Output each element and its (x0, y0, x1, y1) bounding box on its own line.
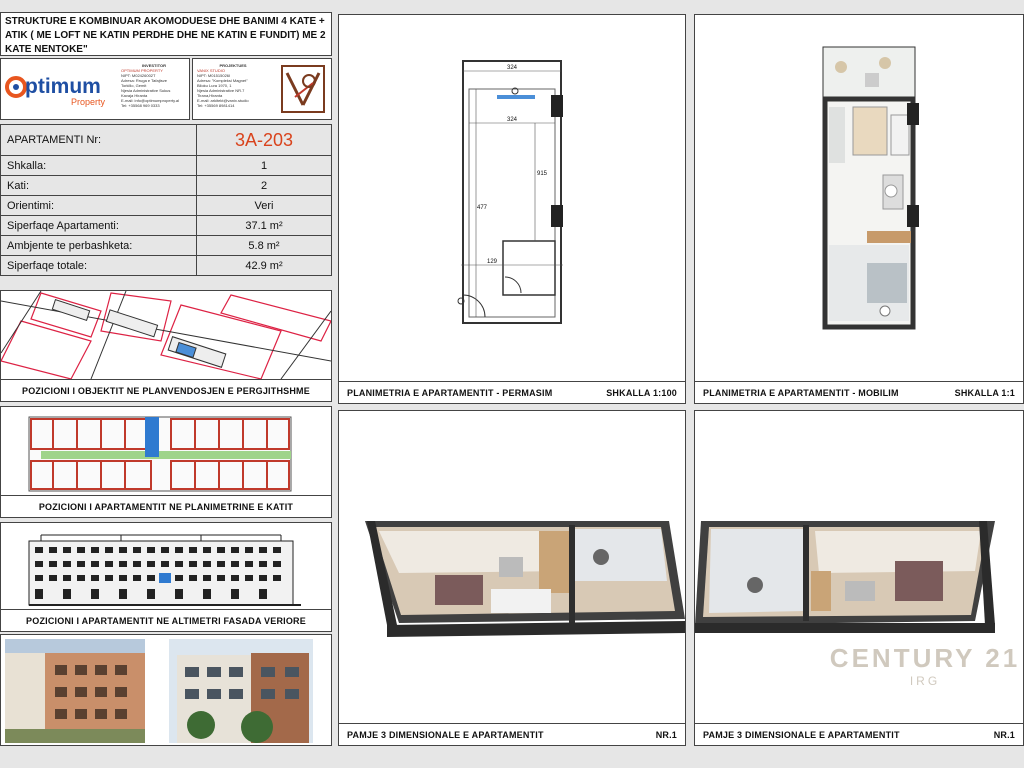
logo-box (0, 58, 190, 120)
view-3d-panel-2 (694, 410, 1024, 746)
floor-plan-drawing (1, 407, 331, 495)
designer-line: VANIX STUDIO (197, 68, 225, 73)
watermark-brand: CENTURY 21 (829, 643, 1021, 673)
dimension-plan-title: PLANIMETRIA E APARTAMENTIT - PERMASIM (347, 387, 553, 398)
photo-panel (0, 634, 332, 746)
optimum-sub: Property (71, 97, 106, 107)
row-value: 5.8 m² (197, 236, 332, 256)
building-photos (1, 635, 331, 745)
apartment-info-table (0, 124, 332, 276)
project-title-box (0, 12, 332, 56)
row-value: 2 (197, 176, 332, 196)
optimum-logo (5, 73, 115, 113)
row-label: Siperfaqe Apartamenti: (1, 216, 197, 236)
designer-line: Tel: +35569 8981414 (197, 103, 235, 108)
investor-line: OPTIMUM PROPERTY (121, 68, 163, 73)
va-emblem-icon (283, 67, 323, 111)
apartment-number-label: APARTAMENTI Nr: (1, 125, 197, 156)
view-3d-1-title: PAMJE 3 DIMENSIONALE E APARTAMENTIT (347, 729, 544, 740)
project-title: STRUKTURE E KOMBINUAR AKOMODUESE DHE BANIMI 4 KATE + ATIK ( ME LOFT NE KATIN PERDHE DHE NE KATIN E FUNDIT) ME 2 KATE NENTOKE" (5, 16, 326, 55)
furnished-plan-title: PLANIMETRIA E APARTAMENTIT - MOBILIM (703, 387, 899, 398)
row-value: 1 (197, 156, 332, 176)
table-row (1, 236, 332, 256)
designer-line: Adresa: "Kompleksi Magnet" (197, 78, 248, 83)
watermark-sub: IRG (909, 674, 941, 688)
facade-caption: POZICIONI I APARTAMENTIT NE ALTIMETRI FASADA VERIORE (1, 609, 331, 631)
dim-top-2: 324 (507, 117, 518, 123)
investor-line: Torkillo, Gemit (121, 83, 147, 88)
row-label: Ambjente te perbashketa: (1, 236, 197, 256)
optimum-logo-mark-icon (5, 76, 27, 98)
investor-line: Adresa: Rruga e Tafajtsve (121, 78, 167, 83)
view-3d-1-number: NR.1 (655, 729, 677, 740)
dim-top-1: 324 (507, 65, 518, 71)
facade-drawing (1, 523, 331, 609)
furnished-plan-panel (694, 14, 1024, 404)
designer-box (192, 58, 332, 120)
designer-emblem (281, 65, 325, 113)
investor-line: Njesia Administrative Sukus (121, 88, 171, 93)
designer-heading: PROJEKTUES (219, 63, 247, 68)
dim-side: 477 (477, 205, 488, 211)
apartment-number: 3A-203 (197, 125, 332, 156)
dimension-plan-caption (339, 381, 685, 403)
investor-line: Kavaja Hiranta (121, 93, 148, 98)
dimension-plan-scale: SHKALLA 1:100 (606, 387, 677, 398)
designer-line: E-mail: arkitekt@vanix.studio (197, 98, 249, 103)
designer-line: Njesia Administrative NR.7 (197, 88, 245, 93)
furnished-plan-drawing (695, 15, 1024, 375)
investor-block (121, 63, 187, 108)
row-value: 42.9 m² (197, 256, 332, 276)
site-plan-caption: POZICIONI I OBJEKTIT NE PLANVENDOSJEN E PERGJITHSHME (1, 379, 331, 401)
dim-bottom: 129 (487, 259, 498, 265)
dimension-plan-panel (338, 14, 686, 404)
view-3d-2-caption (695, 723, 1023, 745)
view-3d-1-caption (339, 723, 685, 745)
watermark (825, 643, 1024, 688)
table-row (1, 216, 332, 236)
furnished-plan-caption (695, 381, 1023, 403)
designer-block (197, 63, 269, 108)
designer-line: Tirana,Hiranta (197, 93, 223, 98)
investor-line: E-mail: info@optimumproperty.al (121, 98, 180, 103)
view-3d-2-number: NR.1 (993, 729, 1015, 740)
row-label: Siperfaqe totale: (1, 256, 197, 276)
furnished-plan-scale: SHKALLA 1:1 (954, 387, 1015, 398)
row-label: Shkalla: (1, 156, 197, 176)
row-label: Kati: (1, 176, 197, 196)
view-3d-2-title: PAMJE 3 DIMENSIONALE E APARTAMENTIT (703, 729, 900, 740)
table-row (1, 196, 332, 216)
row-label: Orientimi: (1, 196, 197, 216)
floor-position-caption: POZICIONI I APARTAMENTIT NE PLANIMETRINE E KATIT (1, 495, 331, 517)
table-row (1, 156, 332, 176)
dim-side-2: 915 (537, 171, 548, 177)
table-row (1, 125, 332, 156)
designer-line: NIPT: M01515026I (197, 73, 231, 78)
view-3d-panel-1 (338, 410, 686, 746)
site-plan-drawing (1, 291, 331, 379)
table-row (1, 256, 332, 276)
investor-line: NIPT: M02426002T (121, 73, 156, 78)
row-value: 37.1 m² (197, 216, 332, 236)
row-value: Veri (197, 196, 332, 216)
floor-position-panel (0, 406, 332, 518)
table-row (1, 176, 332, 196)
investor-heading: INVESTITOR (142, 63, 166, 68)
optimum-brand: ptimum (25, 75, 101, 98)
view-3d-1-render (339, 411, 685, 721)
facade-panel (0, 522, 332, 632)
designer-line: Blloku Lura 1970, 1 (197, 83, 232, 88)
investor-line: Tel: +35568 969 0333 (121, 103, 160, 108)
site-plan-panel (0, 290, 332, 402)
